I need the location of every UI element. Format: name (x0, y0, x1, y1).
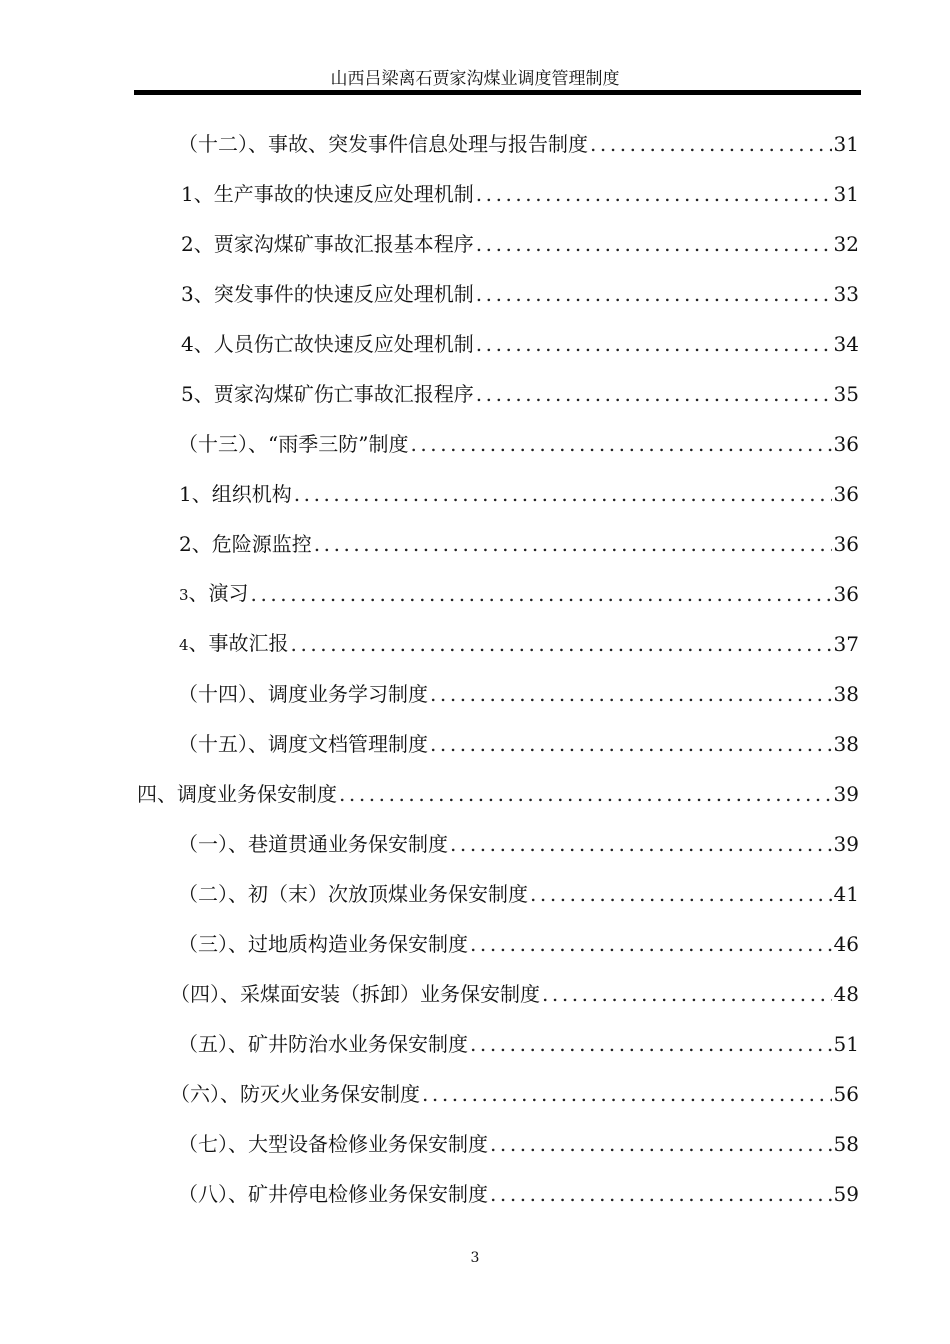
toc-entry-label: （一）、巷道贯通业务保安制度 (178, 832, 448, 856)
toc-entry-text: 、事故汇报 (188, 631, 289, 655)
toc-entry[interactable] (181, 269, 859, 319)
toc-dot-leader (476, 331, 832, 357)
toc-dot-leader (294, 481, 832, 507)
toc-dot-leader (476, 231, 832, 257)
toc-dot-leader (430, 681, 832, 707)
toc-entry-label (179, 580, 249, 608)
toc-entry-page: 35 (833, 382, 859, 406)
toc-entry[interactable] (178, 419, 859, 469)
toc-entry-label: 2、危险源监控 (179, 532, 312, 556)
toc-entry-page: 31 (833, 182, 859, 206)
toc-entry-page: 36 (833, 532, 859, 556)
toc-entry[interactable] (178, 919, 859, 969)
toc-dot-leader (422, 1081, 832, 1107)
toc-entry-label: 3、突发事件的快速反应处理机制 (181, 282, 474, 306)
header-rule (134, 90, 861, 95)
toc-entry-page: 41 (833, 882, 859, 906)
toc-entry-label: （二）、初（末）次放顶煤业务保安制度 (178, 882, 528, 906)
toc-entry-page: 32 (833, 232, 859, 256)
toc-entry[interactable] (137, 769, 859, 819)
toc-entry-label: （六）、防灭火业务保安制度 (170, 1082, 420, 1106)
toc-entry-page: 51 (833, 1032, 859, 1056)
toc-entry[interactable] (179, 469, 859, 519)
toc-dot-leader (476, 181, 832, 207)
toc-dot-leader (470, 931, 832, 957)
toc-entry-label: 四、调度业务保安制度 (137, 782, 337, 806)
toc-dot-leader (490, 1181, 832, 1207)
toc-entry-label: （三）、过地质构造业务保安制度 (178, 932, 468, 956)
toc-entry[interactable] (179, 519, 859, 569)
toc-entry[interactable] (178, 1169, 859, 1219)
toc-entry[interactable] (170, 969, 859, 1019)
page-number: 3 (470, 1250, 480, 1266)
toc-entry-label: 1、组织机构 (179, 482, 292, 506)
toc-entry-page: 46 (833, 932, 859, 956)
toc-entry-page: 59 (833, 1182, 859, 1206)
toc-entry[interactable] (181, 169, 859, 219)
toc-entry-label: 4、人员伤亡故快速反应处理机制 (181, 332, 474, 356)
toc-entry-page: 38 (833, 682, 859, 706)
toc-entry[interactable] (181, 219, 859, 269)
toc-entry[interactable] (179, 569, 859, 619)
toc-dot-leader (339, 781, 832, 807)
toc-entry[interactable] (181, 319, 859, 369)
toc-entry[interactable] (178, 119, 859, 169)
toc-entry-label: （四）、采煤面安装（拆卸）业务保安制度 (170, 982, 540, 1006)
toc-entry-page: 33 (833, 282, 859, 306)
toc-entry-number: 4 (179, 636, 189, 654)
toc-entry[interactable] (178, 819, 859, 869)
toc-dot-leader (314, 531, 832, 557)
toc-dot-leader (476, 281, 832, 307)
toc-dot-leader (476, 381, 832, 407)
toc-dot-leader (430, 731, 832, 757)
toc-entry-label: （十五）、调度文档管理制度 (178, 732, 428, 756)
toc-dot-leader (542, 981, 832, 1007)
toc-entry[interactable] (178, 669, 859, 719)
toc-dot-leader (530, 881, 832, 907)
toc-entry-page: 31 (833, 132, 859, 156)
toc-entry-page: 56 (833, 1082, 859, 1106)
toc-dot-leader (490, 1131, 832, 1157)
toc-entry[interactable] (178, 1119, 859, 1169)
toc-entry-label: （十二）、事故、突发事件信息处理与报告制度 (178, 132, 588, 156)
toc-entry-number: 3 (179, 586, 189, 604)
toc-entry-label: 2、贾家沟煤矿事故汇报基本程序 (181, 232, 474, 256)
toc-entry-label: 1、生产事故的快速反应处理机制 (181, 182, 474, 206)
toc-entry-page: 37 (833, 632, 859, 656)
toc-entry-page: 36 (833, 482, 859, 506)
toc-entry[interactable] (179, 619, 859, 669)
toc-entry-label: （五）、矿井防治水业务保安制度 (178, 1032, 468, 1056)
document-header-title: 山西吕梁离石贾家沟煤业调度管理制度 (330, 69, 620, 89)
toc-entry-label: （八）、矿井停电检修业务保安制度 (178, 1182, 488, 1206)
toc-dot-leader (450, 831, 832, 857)
toc-entry-page: 38 (833, 732, 859, 756)
toc-entry-page: 58 (833, 1132, 859, 1156)
toc-entry-label: 5、贾家沟煤矿伤亡事故汇报程序 (181, 382, 474, 406)
toc-dot-leader (291, 631, 832, 657)
toc-entry[interactable] (178, 1019, 859, 1069)
toc-entry-page: 39 (833, 782, 859, 806)
toc-entry[interactable] (181, 369, 859, 419)
toc-entry[interactable] (170, 1069, 859, 1119)
toc-entry-label (179, 630, 289, 658)
toc-entry[interactable] (178, 719, 859, 769)
toc-entry-page: 34 (833, 332, 859, 356)
toc-entry-page: 39 (833, 832, 859, 856)
toc-entry-label: （十三）、“雨季三防”制度 (178, 432, 409, 456)
toc-dot-leader (251, 581, 832, 607)
toc-dot-leader (410, 431, 831, 457)
toc-entry-label: （十四）、调度业务学习制度 (178, 682, 428, 706)
toc-entry-page: 36 (833, 432, 859, 456)
toc-dot-leader (470, 1031, 832, 1057)
toc-entry[interactable] (178, 869, 859, 919)
toc-dot-leader (590, 131, 832, 157)
toc-entry-page: 48 (833, 982, 859, 1006)
toc-entry-text: 、演习 (188, 581, 249, 605)
toc-entry-label: （七）、大型设备检修业务保安制度 (178, 1132, 488, 1156)
toc-entry-page: 36 (833, 582, 859, 606)
